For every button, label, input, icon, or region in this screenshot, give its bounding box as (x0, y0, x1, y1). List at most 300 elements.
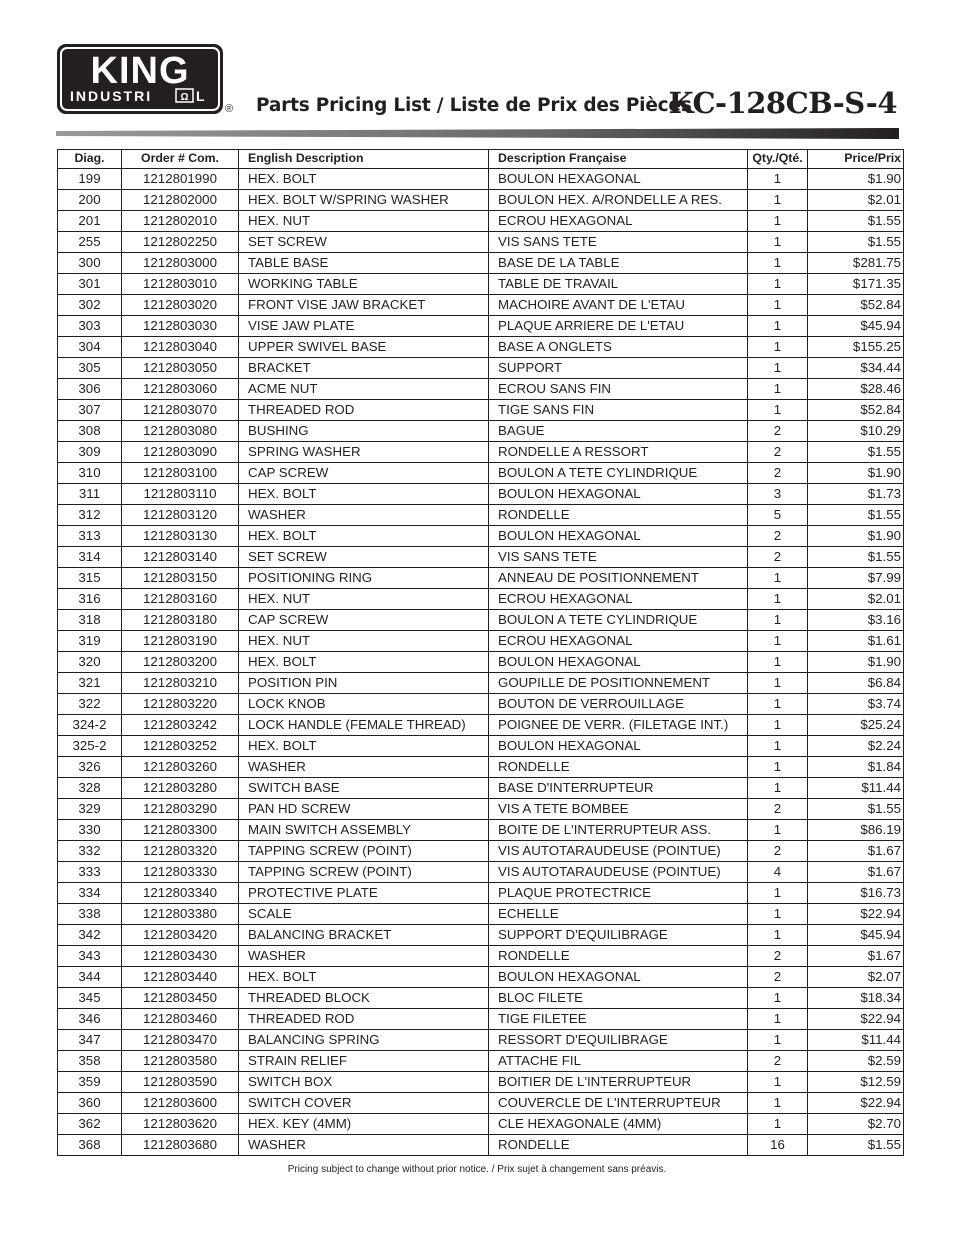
table-row (58, 841, 904, 862)
order-number-cell: 1212803020 (122, 295, 239, 316)
svg-text:Ω: Ω (180, 92, 189, 103)
english-description-cell: HEX. BOLT (239, 736, 489, 757)
price-cell: $16.73 (808, 883, 904, 904)
qty-cell: 1 (748, 1009, 808, 1030)
qty-cell: 1 (748, 925, 808, 946)
table-row (58, 946, 904, 967)
price-cell: $52.84 (808, 400, 904, 421)
french-description-cell: VIS AUTOTARAUDEUSE (POINTUE) (489, 862, 748, 883)
order-number-cell: 1212803580 (122, 1051, 239, 1072)
table-row (58, 1114, 904, 1135)
french-description-cell: BOULON HEX. A/RONDELLE A RES. (489, 190, 748, 211)
diag-cell: 345 (58, 988, 122, 1009)
price-cell: $22.94 (808, 904, 904, 925)
english-description-cell: SET SCREW (239, 232, 489, 253)
order-number-cell: 1212802250 (122, 232, 239, 253)
english-description-cell: SET SCREW (239, 547, 489, 568)
french-description-cell: RONDELLE (489, 505, 748, 526)
price-cell: $1.90 (808, 169, 904, 190)
french-description-cell: RONDELLE (489, 1135, 748, 1156)
english-description-cell: HEX. BOLT (239, 526, 489, 547)
english-description-cell: VISE JAW PLATE (239, 316, 489, 337)
table-row (58, 652, 904, 673)
french-description-cell: BAGUE (489, 421, 748, 442)
english-description-cell: TAPPING SCREW (POINT) (239, 862, 489, 883)
english-description-cell: LOCK KNOB (239, 694, 489, 715)
price-cell: $2.24 (808, 736, 904, 757)
french-description-cell: BOUTON DE VERROUILLAGE (489, 694, 748, 715)
french-description-cell: COUVERCLE DE L'INTERRUPTEUR (489, 1093, 748, 1114)
diag-cell: 325-2 (58, 736, 122, 757)
order-number-cell: 1212803180 (122, 610, 239, 631)
english-description-cell: PROTECTIVE PLATE (239, 883, 489, 904)
order-number-cell: 1212803200 (122, 652, 239, 673)
diag-cell: 359 (58, 1072, 122, 1093)
table-row (58, 568, 904, 589)
english-description-cell: HEX. KEY (4MM) (239, 1114, 489, 1135)
french-description-cell: VIS SANS TETE (489, 232, 748, 253)
diag-cell: 346 (58, 1009, 122, 1030)
order-number-cell: 1212803460 (122, 1009, 239, 1030)
diag-cell: 199 (58, 169, 122, 190)
order-number-cell: 1212803130 (122, 526, 239, 547)
parts-table-body (58, 169, 904, 1156)
qty-cell: 2 (748, 442, 808, 463)
qty-cell: 1 (748, 610, 808, 631)
price-cell: $1.90 (808, 652, 904, 673)
french-description-cell: MACHOIRE AVANT DE L'ETAU (489, 295, 748, 316)
english-description-cell: THREADED ROD (239, 400, 489, 421)
diag-cell: 310 (58, 463, 122, 484)
price-cell: $1.90 (808, 463, 904, 484)
table-row (58, 547, 904, 568)
table-row (58, 799, 904, 820)
price-cell: $25.24 (808, 715, 904, 736)
order-number-cell: 1212803050 (122, 358, 239, 379)
order-number-cell: 1212803040 (122, 337, 239, 358)
price-cell: $18.34 (808, 988, 904, 1009)
table-row (58, 1093, 904, 1114)
table-row (58, 400, 904, 421)
french-description-cell: GOUPILLE DE POSITIONNEMENT (489, 673, 748, 694)
english-description-cell: POSITIONING RING (239, 568, 489, 589)
price-cell: $86.19 (808, 820, 904, 841)
order-number-cell: 1212803120 (122, 505, 239, 526)
order-number-cell: 1212803000 (122, 253, 239, 274)
price-cell: $2.07 (808, 967, 904, 988)
table-row (58, 820, 904, 841)
table-row (58, 295, 904, 316)
table-row (58, 610, 904, 631)
qty-cell: 4 (748, 862, 808, 883)
price-cell: $45.94 (808, 316, 904, 337)
qty-cell: 1 (748, 694, 808, 715)
english-description-cell: CAP SCREW (239, 610, 489, 631)
english-description-cell: HEX. BOLT (239, 169, 489, 190)
diag-cell: 320 (58, 652, 122, 673)
table-row (58, 904, 904, 925)
table-row (58, 526, 904, 547)
price-cell: $28.46 (808, 379, 904, 400)
price-cell: $155.25 (808, 337, 904, 358)
table-header-row (58, 150, 904, 169)
table-row (58, 169, 904, 190)
table-row (58, 1135, 904, 1156)
french-description-cell: BOULON HEXAGONAL (489, 169, 748, 190)
diag-cell: 309 (58, 442, 122, 463)
qty-cell: 1 (748, 274, 808, 295)
col-french-header: Description Française (489, 150, 748, 169)
qty-cell: 1 (748, 169, 808, 190)
price-cell: $1.55 (808, 211, 904, 232)
table-row (58, 883, 904, 904)
table-row (58, 988, 904, 1009)
table-row (58, 967, 904, 988)
price-cell: $6.84 (808, 673, 904, 694)
english-description-cell: HEX. NUT (239, 589, 489, 610)
order-number-cell: 1212803680 (122, 1135, 239, 1156)
order-number-cell: 1212803060 (122, 379, 239, 400)
qty-cell: 1 (748, 736, 808, 757)
price-cell: $1.84 (808, 757, 904, 778)
diag-cell: 306 (58, 379, 122, 400)
qty-cell: 16 (748, 1135, 808, 1156)
price-cell: $1.55 (808, 505, 904, 526)
diag-cell: 319 (58, 631, 122, 652)
price-cell: $22.94 (808, 1093, 904, 1114)
english-description-cell: STRAIN RELIEF (239, 1051, 489, 1072)
price-cell: $34.44 (808, 358, 904, 379)
diag-cell: 358 (58, 1051, 122, 1072)
french-description-cell: RONDELLE (489, 757, 748, 778)
french-description-cell: TIGE SANS FIN (489, 400, 748, 421)
model-number: KC-128CB-S-4 (668, 86, 897, 120)
english-description-cell: HEX. NUT (239, 631, 489, 652)
diag-cell: 305 (58, 358, 122, 379)
table-row (58, 484, 904, 505)
price-cell: $52.84 (808, 295, 904, 316)
french-description-cell: BOITIER DE L'INTERRUPTEUR (489, 1072, 748, 1093)
table-row (58, 1051, 904, 1072)
qty-cell: 1 (748, 778, 808, 799)
qty-cell: 2 (748, 421, 808, 442)
english-description-cell: SCALE (239, 904, 489, 925)
order-number-cell: 1212803100 (122, 463, 239, 484)
price-cell: $3.16 (808, 610, 904, 631)
french-description-cell: ECROU HEXAGONAL (489, 589, 748, 610)
diag-cell: 342 (58, 925, 122, 946)
diag-cell: 304 (58, 337, 122, 358)
order-number-cell: 1212803380 (122, 904, 239, 925)
english-description-cell: THREADED ROD (239, 1009, 489, 1030)
diag-cell: 334 (58, 883, 122, 904)
price-cell: $10.29 (808, 421, 904, 442)
diag-cell: 316 (58, 589, 122, 610)
french-description-cell: RONDELLE A RESSORT (489, 442, 748, 463)
logo-sub: INDUSTRI (70, 88, 153, 104)
french-description-cell: BOULON HEXAGONAL (489, 484, 748, 505)
diag-cell: 308 (58, 421, 122, 442)
price-cell: $45.94 (808, 925, 904, 946)
qty-cell: 1 (748, 253, 808, 274)
french-description-cell: BASE DE LA TABLE (489, 253, 748, 274)
english-description-cell: CAP SCREW (239, 463, 489, 484)
price-cell: $7.99 (808, 568, 904, 589)
qty-cell: 1 (748, 190, 808, 211)
table-row (58, 778, 904, 799)
order-number-cell: 1212803340 (122, 883, 239, 904)
diag-cell: 362 (58, 1114, 122, 1135)
qty-cell: 1 (748, 379, 808, 400)
qty-cell: 1 (748, 358, 808, 379)
diag-cell: 321 (58, 673, 122, 694)
diag-cell: 300 (58, 253, 122, 274)
english-description-cell: POSITION PIN (239, 673, 489, 694)
qty-cell: 1 (748, 904, 808, 925)
order-number-cell: 1212803090 (122, 442, 239, 463)
english-description-cell: WASHER (239, 757, 489, 778)
diag-cell: 368 (58, 1135, 122, 1156)
qty-cell: 1 (748, 316, 808, 337)
diag-cell: 332 (58, 841, 122, 862)
price-cell: $171.35 (808, 274, 904, 295)
order-number-cell: 1212803080 (122, 421, 239, 442)
order-number-cell: 1212803280 (122, 778, 239, 799)
price-cell: $11.44 (808, 778, 904, 799)
table-row (58, 337, 904, 358)
qty-cell: 2 (748, 841, 808, 862)
qty-cell: 1 (748, 400, 808, 421)
price-cell: $3.74 (808, 694, 904, 715)
diag-cell: 333 (58, 862, 122, 883)
qty-cell: 1 (748, 568, 808, 589)
english-description-cell: ACME NUT (239, 379, 489, 400)
table-row (58, 757, 904, 778)
diag-cell: 314 (58, 547, 122, 568)
price-cell: $1.55 (808, 442, 904, 463)
table-row (58, 232, 904, 253)
king-industrial-logo (56, 43, 224, 115)
french-description-cell: BOULON A TETE CYLINDRIQUE (489, 463, 748, 484)
qty-cell: 1 (748, 883, 808, 904)
page-title: Parts Pricing List / Liste de Prix des Pièces (256, 95, 692, 116)
french-description-cell: BOITE DE L'INTERRUPTEUR ASS. (489, 820, 748, 841)
diag-cell: 347 (58, 1030, 122, 1051)
french-description-cell: ATTACHE FIL (489, 1051, 748, 1072)
order-number-cell: 1212803030 (122, 316, 239, 337)
table-row (58, 358, 904, 379)
table-row (58, 253, 904, 274)
order-number-cell: 1212801990 (122, 169, 239, 190)
french-description-cell: POIGNEE DE VERR. (FILETAGE INT.) (489, 715, 748, 736)
logo-sub-end: L (196, 88, 205, 104)
french-description-cell: RONDELLE (489, 946, 748, 967)
order-number-cell: 1212803150 (122, 568, 239, 589)
french-description-cell: BLOC FILETE (489, 988, 748, 1009)
english-description-cell: WASHER (239, 946, 489, 967)
diag-cell: 318 (58, 610, 122, 631)
order-number-cell: 1212803330 (122, 862, 239, 883)
qty-cell: 2 (748, 547, 808, 568)
english-description-cell: TAPPING SCREW (POINT) (239, 841, 489, 862)
english-description-cell: THREADED BLOCK (239, 988, 489, 1009)
english-description-cell: WASHER (239, 1135, 489, 1156)
table-row (58, 1009, 904, 1030)
french-description-cell: PLAQUE PROTECTRICE (489, 883, 748, 904)
table-row (58, 736, 904, 757)
order-number-cell: 1212803600 (122, 1093, 239, 1114)
diag-cell: 307 (58, 400, 122, 421)
french-description-cell: BASE A ONGLETS (489, 337, 748, 358)
price-cell: $2.70 (808, 1114, 904, 1135)
french-description-cell: ECROU HEXAGONAL (489, 631, 748, 652)
price-cell: $1.90 (808, 526, 904, 547)
diag-cell: 313 (58, 526, 122, 547)
diag-cell: 311 (58, 484, 122, 505)
price-cell: $1.55 (808, 232, 904, 253)
order-number-cell: 1212803190 (122, 631, 239, 652)
qty-cell: 1 (748, 232, 808, 253)
price-cell: $1.67 (808, 862, 904, 883)
order-number-cell: 1212803070 (122, 400, 239, 421)
qty-cell: 1 (748, 673, 808, 694)
diag-cell: 312 (58, 505, 122, 526)
qty-cell: 1 (748, 589, 808, 610)
english-description-cell: SWITCH BOX (239, 1072, 489, 1093)
order-number-cell: 1212803260 (122, 757, 239, 778)
diag-cell: 326 (58, 757, 122, 778)
order-number-cell: 1212803160 (122, 589, 239, 610)
french-description-cell: BOULON HEXAGONAL (489, 736, 748, 757)
english-description-cell: SWITCH COVER (239, 1093, 489, 1114)
english-description-cell: TABLE BASE (239, 253, 489, 274)
order-number-cell: 1212803300 (122, 820, 239, 841)
order-number-cell: 1212803320 (122, 841, 239, 862)
qty-cell: 1 (748, 820, 808, 841)
qty-cell: 3 (748, 484, 808, 505)
diag-cell: 328 (58, 778, 122, 799)
english-description-cell: BRACKET (239, 358, 489, 379)
diag-cell: 330 (58, 820, 122, 841)
english-description-cell: SWITCH BASE (239, 778, 489, 799)
order-number-cell: 1212802010 (122, 211, 239, 232)
qty-cell: 1 (748, 1114, 808, 1135)
french-description-cell: VIS AUTOTARAUDEUSE (POINTUE) (489, 841, 748, 862)
table-row (58, 715, 904, 736)
table-row (58, 442, 904, 463)
table-row (58, 1072, 904, 1093)
diag-cell: 315 (58, 568, 122, 589)
col-english-header: English Description (239, 150, 489, 169)
qty-cell: 1 (748, 988, 808, 1009)
english-description-cell: HEX. BOLT W/SPRING WASHER (239, 190, 489, 211)
french-description-cell: CLE HEXAGONALE (4MM) (489, 1114, 748, 1135)
qty-cell: 1 (748, 1093, 808, 1114)
price-cell: $22.94 (808, 1009, 904, 1030)
qty-cell: 1 (748, 652, 808, 673)
order-number-cell: 1212803110 (122, 484, 239, 505)
french-description-cell: SUPPORT D'EQUILIBRAGE (489, 925, 748, 946)
english-description-cell: HEX. BOLT (239, 484, 489, 505)
qty-cell: 2 (748, 1051, 808, 1072)
col-order-header: Order # Com. (122, 150, 239, 169)
diag-cell: 200 (58, 190, 122, 211)
price-cell: $1.61 (808, 631, 904, 652)
table-row (58, 421, 904, 442)
french-description-cell: BOULON HEXAGONAL (489, 967, 748, 988)
diag-cell: 303 (58, 316, 122, 337)
order-number-cell: 1212803140 (122, 547, 239, 568)
order-number-cell: 1212803620 (122, 1114, 239, 1135)
english-description-cell: HEX. BOLT (239, 967, 489, 988)
order-number-cell: 1212803590 (122, 1072, 239, 1093)
english-description-cell: PAN HD SCREW (239, 799, 489, 820)
qty-cell: 1 (748, 1072, 808, 1093)
french-description-cell: ANNEAU DE POSITIONNEMENT (489, 568, 748, 589)
col-price-header: Price/Prix (808, 150, 904, 169)
price-cell: $1.67 (808, 841, 904, 862)
diag-cell: 255 (58, 232, 122, 253)
table-row (58, 379, 904, 400)
col-diag-header: Diag. (58, 150, 122, 169)
header-rule (56, 128, 899, 139)
parts-table (57, 149, 904, 1156)
french-description-cell: TABLE DE TRAVAIL (489, 274, 748, 295)
english-description-cell: LOCK HANDLE (FEMALE THREAD) (239, 715, 489, 736)
table-row (58, 463, 904, 484)
table-row (58, 589, 904, 610)
qty-cell: 2 (748, 967, 808, 988)
order-number-cell: 1212803220 (122, 694, 239, 715)
logo-word: KING (90, 50, 190, 92)
order-number-cell: 1212803470 (122, 1030, 239, 1051)
french-description-cell: BOULON A TETE CYLINDRIQUE (489, 610, 748, 631)
price-cell: $1.55 (808, 799, 904, 820)
price-cell: $281.75 (808, 253, 904, 274)
table-row (58, 862, 904, 883)
diag-cell: 322 (58, 694, 122, 715)
diag-cell: 302 (58, 295, 122, 316)
qty-cell: 2 (748, 526, 808, 547)
diag-cell: 324-2 (58, 715, 122, 736)
french-description-cell: TIGE FILETEE (489, 1009, 748, 1030)
french-description-cell: BOULON HEXAGONAL (489, 652, 748, 673)
french-description-cell: RESSORT D'EQUILIBRAGE (489, 1030, 748, 1051)
qty-cell: 2 (748, 799, 808, 820)
qty-cell: 1 (748, 1030, 808, 1051)
french-description-cell: SUPPORT (489, 358, 748, 379)
order-number-cell: 1212803242 (122, 715, 239, 736)
qty-cell: 5 (748, 505, 808, 526)
price-cell: $1.67 (808, 946, 904, 967)
price-cell: $1.55 (808, 1135, 904, 1156)
pricing-disclaimer: Pricing subject to change without prior notice. / Prix sujet à changement sans préavis. (287, 1164, 667, 1175)
qty-cell: 1 (748, 211, 808, 232)
english-description-cell: HEX. BOLT (239, 652, 489, 673)
french-description-cell: ECROU HEXAGONAL (489, 211, 748, 232)
english-description-cell: MAIN SWITCH ASSEMBLY (239, 820, 489, 841)
diag-cell: 360 (58, 1093, 122, 1114)
qty-cell: 2 (748, 946, 808, 967)
qty-cell: 1 (748, 715, 808, 736)
table-row (58, 316, 904, 337)
price-cell: $1.73 (808, 484, 904, 505)
english-description-cell: FRONT VISE JAW BRACKET (239, 295, 489, 316)
order-number-cell: 1212803210 (122, 673, 239, 694)
french-description-cell: VIS A TETE BOMBEE (489, 799, 748, 820)
col-qty-header: Qty./Qté. (748, 150, 808, 169)
english-description-cell: BUSHING (239, 421, 489, 442)
